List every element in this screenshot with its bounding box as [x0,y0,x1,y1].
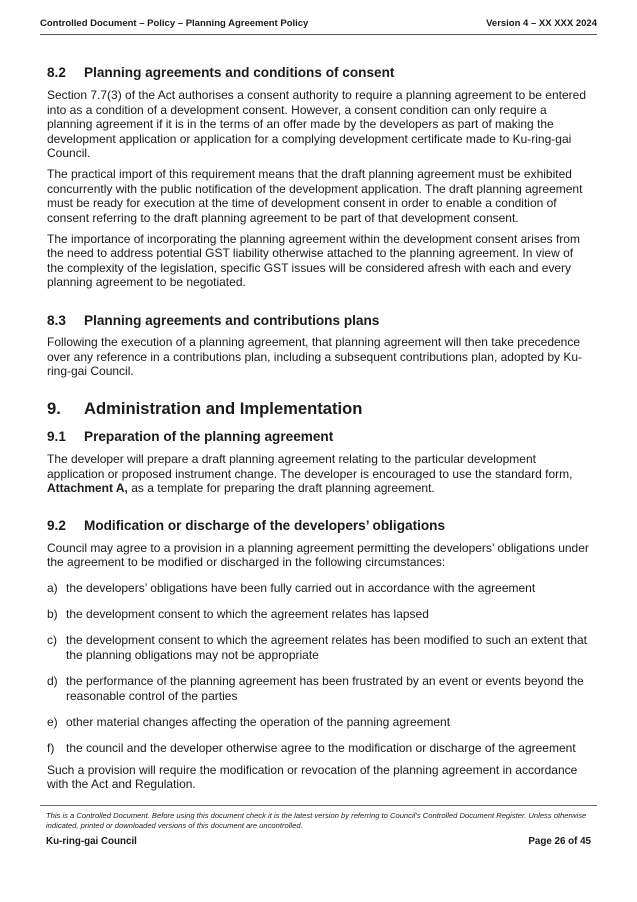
paragraph: The importance of incorporating the planning agreement within the development consent arises from the need to address potential GST liability otherwise attached to the planning agreement. In view of the complexity of the legislation, specific GST issues will be considered afresh with each and every planning agreement to be negotiated. [47,232,580,290]
list-item [47,607,591,621]
page-number: Page 26 of 45 [528,836,591,847]
header-version: Version 4 – XX XXX 2024 [486,18,597,29]
paragraph-text: as a template for preparing the draft planning agreement. [127,480,435,495]
section-9-1-heading [47,430,591,444]
paragraph-text: The developer will prepare a draft planning agreement relating to the particular development application or proposed instrument change. The developer is encouraged to use the standard form, [47,452,573,481]
paragraph: Section 7.7(3) of the Act authorises a consent authority to require a planning agreement to be entered into as a condition of a development consent. However, a consent condition can only require a planning agreement if it is in the terms of an offer made by the developers as part of making the development application or application for a complying development certificate made to Ku-ring-gai Council. [47,88,587,161]
section-9-2-heading [47,519,591,533]
paragraph: The practical import of this requirement means that the draft planning agreement must be exhibited concurrently with the public notification of the development application. The draft planning agreement must be ready for execution at the time of development consent in order to enable a condition of consent referring to the draft planning agreement to be part of that development consent. [47,167,583,225]
list-item-text: the developers’ obligations have been fully carried out in accordance with the agreement [66,580,536,595]
list-item [47,633,591,662]
controlled-document-disclaimer: This is a Controlled Document. Before using this document check it is the latest version by referring to Council’s Controlled Document Register. Unless otherwise indicated, printed or downloaded versions of this document are uncontrolled. [46,811,587,830]
paragraph: Such a provision will require the modification or revocation of the planning agreement in accordance with the Act and Regulation. [47,762,578,792]
list-item [47,674,591,703]
attachment-reference: Attachment A, [47,480,128,495]
list-item-text: other material changes affecting the operation of the panning agreement [66,715,451,729]
footer-organisation: Ku-ring-gai Council [46,836,137,847]
footer-divider [40,805,597,806]
paragraph [47,452,591,495]
list-item [47,581,591,595]
section-number: 9.2 [47,518,66,534]
paragraph: Following the execution of a planning agreement, that planning agreement will then take precedence over any reference in a contributions plan, including a subsequent contributions plan, adopted by Ku-ring-gai Council. [47,335,583,378]
page-header [40,12,597,35]
section-9-heading [47,399,591,419]
list-item-text: the development consent to which the agreement relates has been modified to such an extent that the planning obligations may not be appropriate [66,633,587,662]
section-title: Modification or discharge of the developers’ obligations [84,518,446,534]
section-title: Planning agreements and contributions plans [84,312,380,328]
list-item-text: the council and the developer otherwise agree to the modification or discharge of the agreement [66,741,576,756]
list-marker: c) [47,633,57,648]
section-8-2-heading [47,66,591,80]
list-item [47,715,591,729]
section-number: 8.2 [47,65,66,80]
section-8-3-heading [47,314,591,328]
list-item-text: the development consent to which the agreement relates has lapsed [66,606,429,621]
section-title: Planning agreements and conditions of consent [84,65,395,80]
section-number: 8.3 [47,312,66,328]
section-number: 9.1 [47,428,66,444]
header-document-title: Controlled Document – Policy – Planning Agreement Policy [40,18,309,29]
document-body [47,66,591,792]
section-title: Administration and Implementation [84,399,363,419]
list-marker: e) [47,715,58,729]
list-marker: a) [47,580,58,595]
list-item-text: the performance of the planning agreement has been frustrated by an event or events beyond the reasonable control of the parties [66,674,584,703]
section-title: Preparation of the planning agreement [84,428,334,444]
list-marker: f) [47,741,55,756]
list-marker: b) [47,606,58,621]
section-number: 9. [47,399,61,419]
paragraph: Council may agree to a provision in a planning agreement permitting the developers’ obligations under the agreement to be modified or discharged in the following circumstances: [47,540,589,570]
list-marker: d) [47,674,58,689]
list-item [47,741,591,755]
